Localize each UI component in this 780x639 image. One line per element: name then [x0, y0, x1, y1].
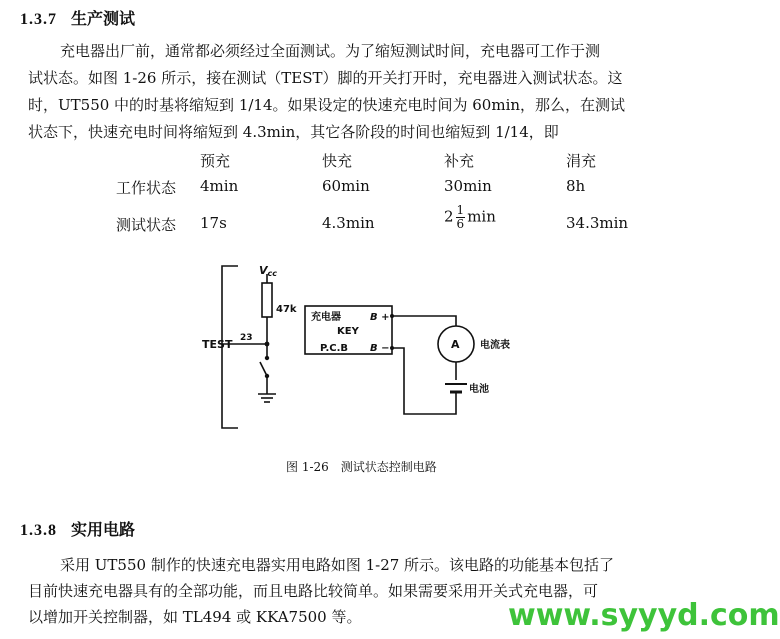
table-cell: 17s: [200, 214, 227, 232]
ammeter-symbol: A: [451, 338, 460, 351]
figure-caption: 图 1-26 测试状态控制电路: [286, 460, 437, 474]
vcc-label: Vcc: [259, 264, 277, 278]
fraction-denominator: 6: [456, 217, 465, 231]
switch-contact-top: [265, 356, 269, 360]
terminal-b-minus: [390, 346, 394, 350]
table-cell: 4min: [200, 177, 239, 195]
paragraph2-line-2: 目前快速充电器具有的全部功能，而且电路比较简单。如果需要采用开关式充电器，可: [28, 582, 599, 600]
switch-contact-bottom: [265, 374, 269, 378]
section-title: 实用电路: [71, 520, 136, 539]
b-minus-wire: [392, 348, 456, 414]
ammeter-label: 电流表: [480, 340, 510, 351]
box-label-b-plus: B +: [370, 312, 390, 323]
paragraph-line-4: 状态下，快速充电时间将缩短到 4.3min，其它各阶段的时间也缩短到 1/14，即: [28, 123, 559, 141]
fraction-unit: min: [467, 207, 496, 226]
box-label-pcb: P.C.B: [320, 343, 349, 354]
paragraph2-line-1: 采用 UT550 制作的快速充电器实用电路如图 1-27 所示。该电路的功能基本包括了: [60, 556, 615, 574]
table-cell: 8h: [566, 177, 586, 195]
table-header-topoff: 补充: [444, 152, 475, 170]
table-cell: 34.3min: [566, 214, 629, 232]
box-label-key: KEY: [337, 326, 359, 337]
watermark: www.syyyd.com: [508, 598, 780, 633]
fraction-numerator: 1: [456, 203, 465, 217]
section-heading-1-3-8: [20, 517, 135, 540]
table-header-trickle: 涓充: [566, 152, 597, 170]
table-row-label-test: 测试状态: [116, 216, 177, 234]
box-label-charger: 充电器: [311, 312, 341, 323]
battery-label: 电池: [469, 384, 489, 395]
table-header-precharge: 预充: [200, 152, 231, 170]
table-cell: 60min: [322, 177, 370, 195]
terminal-b-plus: [390, 314, 394, 318]
test-label: TEST: [202, 338, 233, 351]
paragraph2-line-3: 以增加开关控制器，如 TL494 或 KKA7500 等。: [28, 608, 362, 626]
section-number: 1.3.7: [20, 11, 57, 28]
paragraph-line-1: 充电器出厂前，通常都必须经过全面测试。为了缩短测试时间，充电器可工作于测: [60, 42, 601, 60]
fraction-whole: 2: [444, 207, 454, 226]
table-row-label-work: 工作状态: [116, 179, 177, 197]
switch-lever: [260, 362, 267, 376]
junction-dot: [265, 342, 270, 347]
paragraph-line-3: 时，UT550 中的时基将缩短到 1/14。如果设定的快速充电时间为 60min，那么，在测试: [28, 96, 626, 114]
section-number: 1.3.8: [20, 522, 57, 539]
resistor-47k: [262, 283, 272, 317]
table-cell: 30min: [444, 177, 492, 195]
table-header-fastcharge: 快充: [322, 152, 353, 170]
b-plus-wire: [392, 316, 456, 326]
resistor-label: 47k: [276, 304, 297, 315]
table-cell: 4.3min: [322, 214, 375, 232]
paragraph-line-2: 试状态。如图 1-26 所示，接在测试（TEST）脚的开关打开时，充电器进入测试状态。这: [28, 69, 623, 87]
pin-label: 23: [240, 333, 253, 343]
box-label-b-minus: B −: [370, 343, 390, 354]
section-title: 生产测试: [71, 9, 136, 28]
